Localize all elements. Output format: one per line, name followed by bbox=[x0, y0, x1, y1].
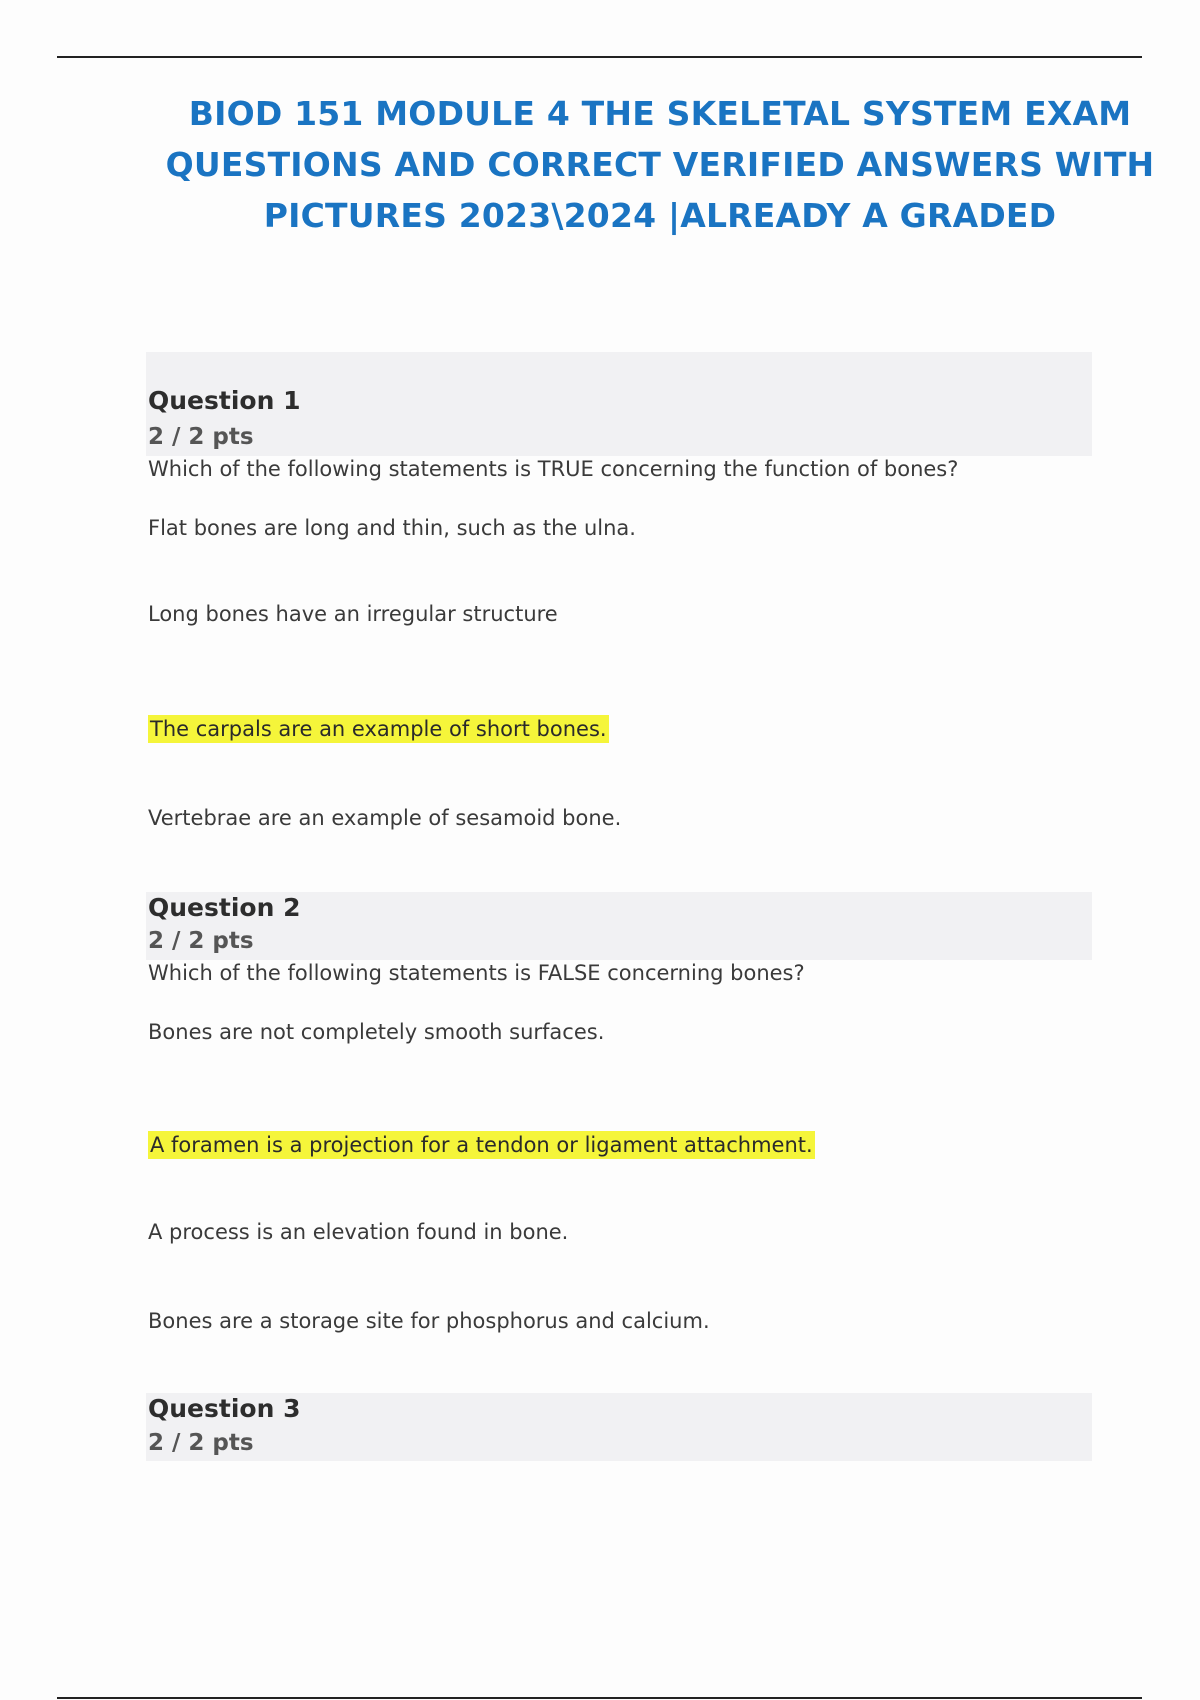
answer-option: Vertebrae are an example of sesamoid bone. bbox=[148, 806, 622, 830]
question-title: Question 1 bbox=[148, 386, 301, 415]
question-prompt: Which of the following statements is TRUE concerning the function of bones? bbox=[148, 457, 959, 481]
question-points: 2 / 2 pts bbox=[148, 424, 254, 450]
answer-option: Bones are a storage site for phosphorus and calcium. bbox=[148, 1309, 710, 1333]
answer-option: A process is an elevation found in bone. bbox=[148, 1220, 569, 1244]
question-points: 2 / 2 pts bbox=[148, 928, 254, 954]
answer-option: Flat bones are long and thin, such as the ulna. bbox=[148, 516, 636, 540]
correct-answer-highlight: The carpals are an example of short bones. bbox=[150, 717, 607, 741]
document-title: BIOD 151 MODULE 4 THE SKELETAL SYSTEM EXAM QUESTIONS AND CORRECT VERIFIED ANSWERS WITH PICTURES 2023\2024 |ALREADY A GRADED bbox=[165, 94, 1155, 235]
top-rule bbox=[57, 56, 1142, 58]
question-title: Question 2 bbox=[148, 893, 301, 922]
answer-option-correct bbox=[148, 717, 609, 741]
correct-answer-highlight: A foramen is a projection for a tendon or ligament attachment. bbox=[150, 1133, 813, 1157]
answer-option: Bones are not completely smooth surfaces. bbox=[148, 1020, 605, 1044]
answer-option-correct bbox=[148, 1133, 815, 1157]
question-title: Question 3 bbox=[148, 1394, 301, 1423]
question-prompt: Which of the following statements is FALSE concerning bones? bbox=[148, 961, 805, 985]
question-points: 2 / 2 pts bbox=[148, 1430, 254, 1456]
answer-option: Long bones have an irregular structure bbox=[148, 602, 558, 626]
bottom-rule bbox=[57, 1697, 1142, 1699]
